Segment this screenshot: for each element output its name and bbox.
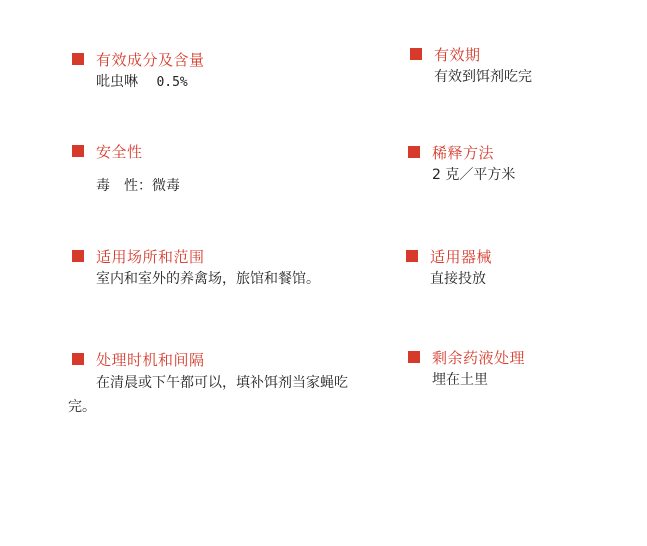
dilution-text: 2 克／平方米 [432, 167, 516, 183]
heading-validity: 有效期 [434, 45, 481, 64]
heading-ingredient: 有效成分及含量 [96, 50, 205, 69]
heading-timing: 处理时机和间隔 [96, 350, 205, 369]
validity-text: 有效到饵剂吃完 [434, 69, 532, 85]
section-heading [410, 44, 532, 64]
section-timing [68, 349, 368, 419]
toxicity-label: 毒 性： [96, 178, 152, 194]
section-heading [72, 246, 320, 266]
disposal-text: 埋在土里 [432, 372, 488, 388]
red-square-bullet-icon [72, 53, 84, 65]
red-square-bullet-icon [410, 48, 422, 60]
ingredient-name: 吡虫啉 [96, 74, 138, 90]
red-square-bullet-icon [406, 250, 418, 262]
ingredient-line [72, 71, 205, 94]
red-square-bullet-icon [408, 146, 420, 158]
section-ingredient [72, 49, 205, 94]
timing-text: 在清晨或下午都可以，填补饵剂当家蝇吃完。 [68, 375, 348, 415]
equipment-text: 直接投放 [430, 271, 486, 287]
section-dilution [408, 142, 515, 186]
heading-scope: 适用场所和范围 [96, 247, 205, 266]
heading-dilution: 稀释方法 [432, 143, 495, 162]
safety-line [72, 175, 180, 197]
red-square-bullet-icon [72, 353, 84, 365]
ingredient-amount: 0.5% [156, 75, 188, 90]
red-square-bullet-icon [408, 351, 420, 363]
section-heading [72, 141, 180, 161]
section-equipment [406, 246, 492, 290]
section-safety [72, 141, 180, 197]
section-scope [72, 246, 320, 290]
section-heading [406, 246, 492, 266]
section-heading [72, 349, 368, 369]
red-square-bullet-icon [72, 250, 84, 262]
section-disposal [408, 347, 525, 391]
toxicity-value: 微毒 [152, 178, 180, 194]
heading-equipment: 适用器械 [430, 247, 493, 266]
section-heading [408, 347, 525, 367]
section-heading [72, 49, 205, 69]
red-square-bullet-icon [72, 145, 84, 157]
section-validity [410, 44, 532, 88]
heading-safety: 安全性 [96, 142, 143, 161]
heading-disposal: 剩余药液处理 [432, 348, 526, 367]
scope-text: 室内和室外的养禽场，旅馆和餐馆。 [96, 271, 320, 287]
section-heading [408, 142, 515, 162]
